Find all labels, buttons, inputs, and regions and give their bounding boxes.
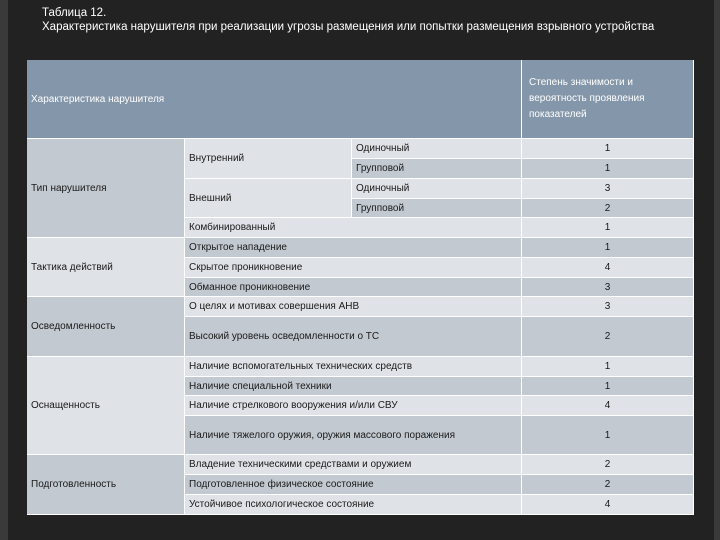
row-value-text: 3 [604,301,611,312]
table-row [185,475,522,495]
value-combined [522,218,694,238]
table-row [185,377,522,396]
header-characteristic-label: Характеристика нарушителя [31,93,165,105]
value-internal-group-text: 1 [604,163,611,174]
row-label: Подготовленное физическое состояние [189,479,374,490]
row-value-text: 2 [604,331,611,342]
category-equipment-label: Оснащенность [31,400,100,411]
row-label: Наличие тяжелого оружия, оружия массового поражения [189,429,456,441]
row-value [522,475,694,495]
row-value [522,238,694,258]
table-row [185,297,522,317]
caption-title: Характеристика нарушителя при реализации угрозы размещения или попытки размещения взрывного устройства [42,21,655,33]
row-label: Обманное проникновение [189,281,311,293]
caption-number: Таблица 12. [42,7,107,19]
row-value [522,258,694,278]
header-characteristic [27,60,522,139]
category-violator-type-label: Тип нарушителя [31,182,107,194]
external-single [352,179,522,199]
row-label: Наличие стрелкового вооружения и/или СВУ [189,400,398,411]
row-value [522,495,694,515]
row-label: Наличие вспомогательных технических средств [189,361,413,372]
table-row [185,357,522,377]
row-label: Открытое нападение [189,242,287,253]
value-internal-single-text: 1 [604,143,611,154]
category-awareness-label: Осведомленность [31,321,116,332]
subtype-external-label: Внешний [189,192,232,204]
category-violator-type [27,139,185,238]
external-group-label: Групповой [356,202,405,214]
row-value-text: 2 [604,459,611,470]
category-training [27,455,185,515]
subtype-external [185,179,352,218]
row-value-text: 1 [604,361,611,372]
subtype-internal [185,139,352,179]
value-internal-single [522,139,694,159]
internal-single [352,139,522,159]
row-label: Владение техническими средствами и оружием [189,459,412,470]
row-value-text: 4 [604,400,611,411]
row-value-text: 1 [604,380,611,392]
header-significance-label: Степень значимости и вероятность проявления показателей [529,77,645,120]
row-value-text: 3 [604,281,611,293]
value-external-single-text: 3 [604,183,611,194]
table-row [185,258,522,278]
row-label: Скрытое проникновение [189,262,303,273]
row-value-text: 4 [604,499,611,510]
violator-characteristics-table [27,60,694,515]
row-label: Высокий уровень осведомленности о ТС [189,331,380,342]
table-row [185,495,522,515]
row-value [522,297,694,317]
value-internal-group [522,159,694,179]
value-combined-text: 1 [604,222,611,233]
row-value-text: 1 [604,242,611,253]
row-value [522,377,694,396]
row-value-text: 1 [604,429,611,441]
value-external-group [522,199,694,218]
category-tactics [27,238,185,297]
row-value [522,357,694,377]
header-significance [522,60,694,139]
row-label: Наличие специальной техники [189,380,332,392]
category-tactics-label: Тактика действий [31,261,113,273]
value-external-group-text: 2 [604,202,611,214]
category-training-label: Подготовленность [31,479,117,490]
row-value-text: 4 [604,262,611,273]
internal-group-label: Групповой [356,163,405,174]
slide-edge-right [714,0,720,540]
category-awareness [27,297,185,357]
row-label: О целях и мотивах совершения АНВ [189,301,360,312]
slide-edge-left [0,0,8,540]
internal-group [352,159,522,179]
table-row [185,238,522,258]
row-value [522,278,694,297]
table-row [185,416,522,455]
subtype-combined-label: Комбинированный [189,222,276,233]
external-single-label: Одиночный [356,183,410,194]
row-label: Устойчивое психологическое состояние [189,499,375,510]
row-value [522,396,694,416]
row-value-text: 2 [604,479,611,490]
external-group [352,199,522,218]
table-row [185,396,522,416]
row-value [522,416,694,455]
row-value [522,455,694,475]
table-row [185,317,522,357]
row-value [522,317,694,357]
subtype-internal-label: Внутренний [189,153,245,164]
subtype-combined [185,218,522,238]
value-external-single [522,179,694,199]
category-equipment [27,357,185,455]
table-row [185,455,522,475]
table-caption [42,6,702,34]
table-row [185,278,522,297]
internal-single-label: Одиночный [356,143,410,154]
